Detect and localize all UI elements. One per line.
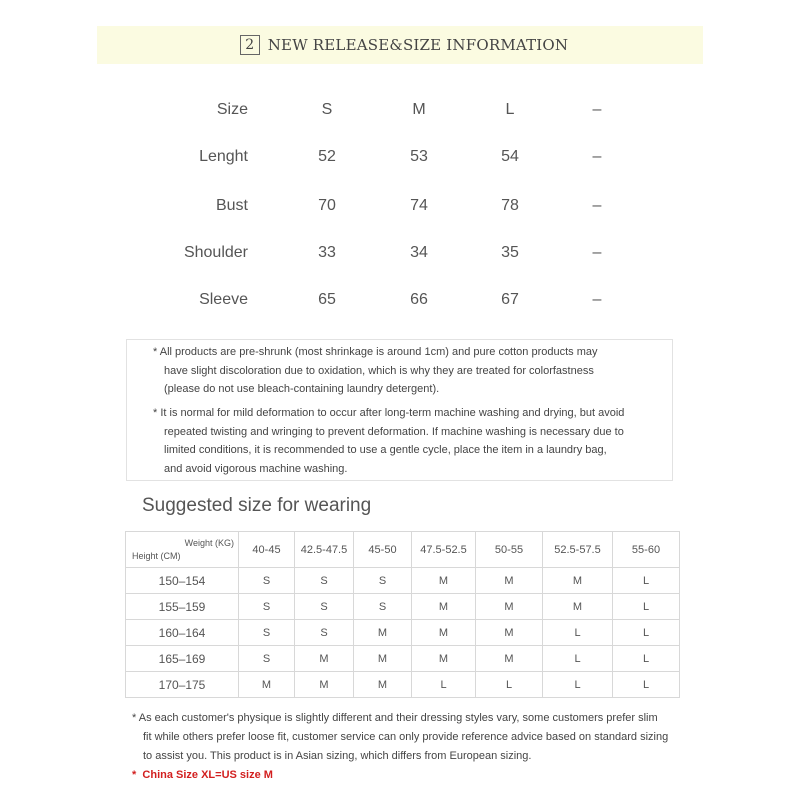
- size-cell: S: [239, 620, 295, 646]
- weight-range-header: 52.5-57.5: [543, 532, 613, 568]
- height-range-cell: 150–154: [126, 568, 239, 594]
- size-cell: M: [295, 672, 354, 698]
- suggested-table-header-row: [126, 532, 680, 568]
- size-cell: S: [239, 568, 295, 594]
- size-cell: M: [476, 620, 543, 646]
- size-conversion-note: [132, 766, 702, 785]
- height-range-cell: 160–164: [126, 620, 239, 646]
- table-row: [126, 568, 680, 594]
- size-cell: S: [295, 594, 354, 620]
- size-chart-row: [0, 148, 800, 172]
- weight-range-header: 45-50: [354, 532, 412, 568]
- disclaimer-line: fit while others prefer loose fit, customer service can only provide reference advice based on standard sizing: [143, 731, 669, 743]
- measure-value: 53: [410, 148, 428, 165]
- weight-range-header: 50-55: [476, 532, 543, 568]
- care-note: [153, 343, 653, 399]
- care-note-line: * It is normal for mild deformation to occur after long-term machine washing and drying, but avoid: [153, 407, 625, 419]
- table-row: [126, 620, 680, 646]
- height-range-cell: 170–175: [126, 672, 239, 698]
- table-corner-cell: [126, 532, 239, 568]
- size-cell: M: [412, 594, 476, 620]
- size-cell: M: [354, 672, 412, 698]
- measure-value: 65: [318, 291, 336, 308]
- height-axis-label: Height (CM): [132, 551, 181, 561]
- height-range-cell: 155–159: [126, 594, 239, 620]
- measure-label: Lenght: [199, 148, 248, 165]
- weight-range-header: 55-60: [613, 532, 680, 568]
- disclaimer-line: * As each customer's physique is slightly different and their dressing styles vary, some customers prefer slim: [132, 712, 658, 724]
- measure-value: 66: [410, 291, 428, 308]
- measure-label: Shoulder: [183, 244, 248, 261]
- size-cell: M: [354, 646, 412, 672]
- conversion-text: China Size XL=US size M: [142, 769, 273, 781]
- size-cell: L: [543, 620, 613, 646]
- size-cell: S: [295, 620, 354, 646]
- weight-range-header: 47.5-52.5: [412, 532, 476, 568]
- measure-value: –: [592, 291, 602, 308]
- size-cell: L: [412, 672, 476, 698]
- size-cell: L: [543, 672, 613, 698]
- size-cell: M: [412, 620, 476, 646]
- measure-value: 52: [318, 148, 336, 165]
- measure-value: 35: [501, 244, 519, 261]
- size-cell: M: [354, 620, 412, 646]
- table-row: [126, 594, 680, 620]
- section-banner: [97, 26, 703, 64]
- size-cell: L: [543, 646, 613, 672]
- measure-value: –: [592, 148, 602, 165]
- size-header-cell: –: [592, 101, 602, 118]
- measure-value: 67: [501, 291, 519, 308]
- measure-label: Bust: [215, 197, 248, 214]
- care-note-line: limited conditions, it is recommended to use a gentle cycle, place the item in a laundry bag,: [164, 444, 607, 456]
- measure-value: 34: [410, 244, 428, 261]
- size-header-cell: S: [321, 101, 333, 118]
- size-cell: M: [412, 646, 476, 672]
- size-chart-row: [0, 197, 800, 221]
- size-cell: M: [476, 568, 543, 594]
- size-cell: M: [476, 594, 543, 620]
- section-title: NEW RELEASE&SIZE INFORMATION: [267, 36, 569, 54]
- size-cell: S: [354, 568, 412, 594]
- measure-value: 54: [501, 148, 519, 165]
- size-cell: S: [239, 646, 295, 672]
- care-note-line: (please do not use bleach-containing laundry detergent).: [164, 383, 440, 395]
- care-note-line: repeated twisting and wringing to prevent deformation. If machine washing is necessary due to: [164, 425, 624, 438]
- measure-value: –: [592, 197, 602, 214]
- size-cell: S: [295, 568, 354, 594]
- measure-value: –: [592, 244, 602, 261]
- size-cell: M: [543, 568, 613, 594]
- weight-axis-label: Weight (KG): [184, 538, 234, 548]
- measure-label: Sleeve: [199, 291, 248, 308]
- measure-value: 70: [318, 197, 336, 214]
- size-header-label: Size: [216, 101, 248, 118]
- suggested-size-table: [125, 531, 680, 698]
- measure-value: 78: [501, 197, 519, 214]
- weight-range-header: 40-45: [239, 532, 295, 568]
- measure-value: 33: [318, 244, 336, 261]
- size-cell: M: [476, 646, 543, 672]
- disclaimer-line: to assist you. This product is in Asian sizing, which differs from European sizing.: [143, 750, 532, 762]
- care-note: [153, 404, 653, 478]
- care-note-line: and avoid vigorous machine washing.: [164, 462, 348, 475]
- size-header-cell: L: [505, 101, 515, 118]
- size-cell: L: [613, 620, 680, 646]
- measure-value: 74: [410, 197, 428, 214]
- section-number: 2: [240, 35, 260, 55]
- size-cell: M: [412, 568, 476, 594]
- size-cell: L: [613, 594, 680, 620]
- size-chart-row: [0, 291, 800, 315]
- size-cell: L: [613, 672, 680, 698]
- size-chart-row: [0, 244, 800, 268]
- weight-range-header: 42.5-47.5: [295, 532, 354, 568]
- size-cell: M: [239, 672, 295, 698]
- size-cell: S: [354, 594, 412, 620]
- conversion-asterisk: *: [132, 769, 137, 781]
- size-cell: S: [239, 594, 295, 620]
- care-note-line: have slight discoloration due to oxidation, which is why they are treated for colorfastness: [164, 364, 594, 377]
- size-cell: L: [613, 568, 680, 594]
- care-note-line: * All products are pre-shrunk (most shrinkage is around 1cm) and pure cotton products may: [153, 346, 598, 358]
- suggested-size-title: Suggested size for wearing: [142, 495, 372, 516]
- size-chart-header-row: [0, 101, 800, 125]
- size-cell: L: [613, 646, 680, 672]
- size-header-cell: M: [412, 101, 426, 118]
- size-cell: L: [476, 672, 543, 698]
- table-row: [126, 672, 680, 698]
- sizing-disclaimer: [132, 709, 702, 785]
- size-cell: M: [295, 646, 354, 672]
- size-cell: M: [543, 594, 613, 620]
- care-notes-box: [126, 339, 673, 481]
- table-row: [126, 646, 680, 672]
- height-range-cell: 165–169: [126, 646, 239, 672]
